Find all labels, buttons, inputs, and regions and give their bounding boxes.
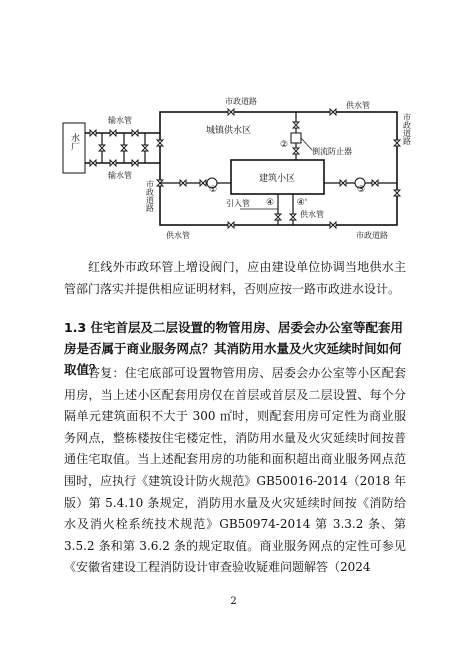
marker-4: ④ (265, 198, 275, 208)
water-supply-diagram (0, 0, 467, 250)
transmission-pipe-label-top: 输水管 (108, 116, 132, 125)
supply-pipe-label-bottom: 供水管 (300, 210, 324, 219)
section-heading-1-3: 1.3 住宅首层及二层设置的物管用房、居委会办公室等配套用房是否属于商业服务网点？其消防用水量及火灾延续时间如何取值？ (64, 320, 403, 377)
marker-1: ① (208, 185, 218, 195)
road-label-left: 市政道路 (145, 180, 155, 212)
page-number: 2 (230, 596, 237, 607)
inlet-pipe-label: 引入管 (226, 199, 250, 208)
supply-pipe-label-right: 供水管 (346, 101, 370, 110)
road-label-bottom: 市政道路 (356, 231, 388, 240)
transmission-pipe-label-bottom: 输水管 (108, 171, 132, 180)
marker-3: ③ (356, 185, 366, 195)
town-supply-area-label: 城镇供水区 (206, 126, 252, 136)
supply-pipe-label-left: 供水管 (166, 231, 190, 240)
building-complex-label: 建筑小区 (258, 174, 296, 184)
backflow-preventer-label: 倒流防止器 (312, 147, 352, 156)
road-label-top: 市政道路 (225, 97, 257, 106)
paragraph-1: 红线外市政环管上增设阀门，应由建设单位协调当地供水主管部门落实并提供相应证明材料，否则应按一路市政进水设计。 (64, 260, 406, 296)
marker-4-prime: ④' (296, 198, 308, 208)
road-label-right: 市政道路 (402, 113, 412, 145)
water-plant-label: 水厂 (69, 133, 79, 151)
paragraph-2: 答复：住宅底部可设置物管用房、居委会办公室等小区配套用房，当上述小区配套用房仅在首层或首层及二层设置、每个分隔单元建筑面积不大于 300 ㎡时，则配套用房可定性为商业服务网点，整栋楼按住宅楼定性，消防用水量及火灾延续时间按普通住宅取值。当上述配套用房的功能和面积超出商业服务网点范围时，应执行《建筑设计防火规范》GB50016-2014（2018 年版）第 5.4.10 条规定，消防用水量及火灾延续时间按《消防给水及消火栓系统技术规范》GB50974-2014 第 3.3.2 条、第 3.5.2 条和第 3.6.2 条的规定取值。商业服务网点的定性可参见《安徽省建设工程消防设计审查验收疑难问题解答（2024 (64, 366, 406, 575)
marker-2: ② (279, 140, 289, 150)
